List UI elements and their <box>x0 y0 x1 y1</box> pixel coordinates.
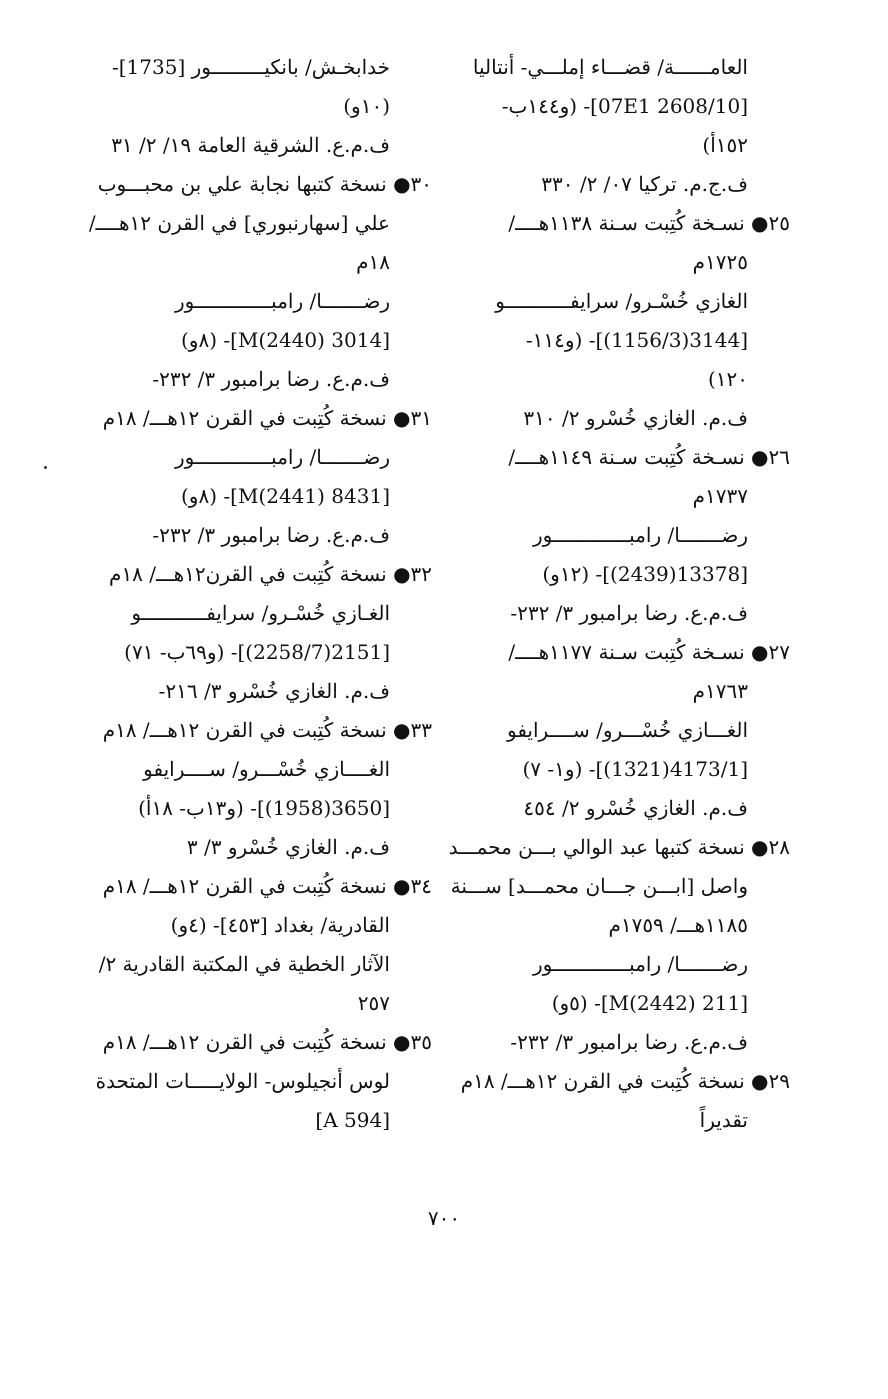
right-column <box>418 48 790 1140</box>
text-line: الغـازي خُسْـرو/ سرايف‍ـــــــــــو <box>131 601 390 625</box>
text-line: [A 594] <box>315 1108 390 1132</box>
text-line: رضـــــــا/ رامبـــــــــــــور <box>533 523 748 547</box>
text-line: ١٧٣٧م <box>692 484 748 508</box>
text-line: [4173/1(1321)]- (و١- ٧) <box>522 757 748 781</box>
text-line: العامــــــة/ قضـــاء إملـــي- أنتاليا <box>472 55 748 79</box>
entry-heading-35: ٣٥● نسخة كُتِبت في القرن ١٢هـــ/ ١٨م <box>102 1030 432 1054</box>
text-line: رضـــــــا/ رامبـــــــــــــور <box>533 952 748 976</box>
text-line: ف.م.ع. رضا برامبور ٣/ ٢٣٢- <box>510 601 748 625</box>
scan-speck <box>44 466 47 469</box>
text-line: [3014 M(2440)]- (٨و) <box>180 328 390 352</box>
text-line: الغــــازي خُسْـــرو/ ســــرايفو <box>143 757 390 781</box>
text-line: ف.م. الغازي خُسْرو ٣/ ٢١٦- <box>158 679 390 703</box>
text-line: [3144(1156/3)]- (و١١٤- <box>525 328 748 352</box>
text-line: [13378(2439)]- (١٢و) <box>542 562 748 586</box>
text-line: ٢٥٧ <box>357 991 390 1015</box>
left-column <box>58 48 432 1140</box>
entry-heading-31: ٣١● نسخة كُتِبت في القرن ١٢هـــ/ ١٨م <box>102 406 432 430</box>
text-line: [211 M(2442)]- (٥و) <box>551 991 748 1015</box>
text-line: [3650(1958)]- (و١٣ب- ١٨أ) <box>138 796 390 820</box>
text-line: [07E1 2608/10]- (و١٤٤ب- <box>501 94 748 118</box>
text-line: علي [سهارنبوري] في القرن ١٢هــــ/ <box>88 211 390 235</box>
entry-heading-26: ٢٦● نسـخة كُتِبت سـنة ١١٤٩هــــ/ <box>508 445 790 469</box>
text-line: ف.م. الغازي خُسْرو ٢/ ٣١٠ <box>523 406 748 430</box>
text-line: تقديراً <box>699 1108 748 1132</box>
text-line: ١٢٠) <box>707 367 748 391</box>
text-line: ف.م.ع. رضا برامبور ٣/ ٢٣٢- <box>510 1030 748 1054</box>
entry-heading-25: ٢٥● نسـخة كُتِبت سـنة ١١٣٨هــــ/ <box>508 211 790 235</box>
text-line: [2151(2258/7)]- (و٦٩ب- ٧١) <box>124 640 390 664</box>
page-number: ٧٠٠ <box>427 1206 461 1230</box>
entry-heading-32: ٣٢● نسخة كُتِبت في القرن١٢هـــ/ ١٨م <box>109 562 432 586</box>
text-line: لوس أنجيلوس- الولايـــــات المتحدة <box>95 1069 390 1093</box>
entry-heading-33: ٣٣● نسخة كُتِبت في القرن ١٢هـــ/ ١٨م <box>102 718 432 742</box>
text-line: خدابخـش/ بانكيـــــــــور [1735]- <box>111 55 390 79</box>
text-line: ف.ج.م. تركيا ٠٧/ ٢/ ٣٣٠ <box>541 172 748 196</box>
text-line: الغازي خُسْـرو/ سرايف‍ـــــــــــو <box>495 289 748 313</box>
text-line: رضـــــــا/ رامبـــــــــــــور <box>175 445 390 469</box>
text-line: ف.م.ع. رضا برامبور ٣/ ٢٣٢- <box>152 367 390 391</box>
text-line: ف.م.ع. رضا برامبور ٣/ ٢٣٢- <box>152 523 390 547</box>
entry-heading-34: ٣٤● نسخة كُتِبت في القرن ١٢هـــ/ ١٨م <box>102 874 432 898</box>
entry-heading-27: ٢٧● نسـخة كُتِبت سـنة ١١٧٧هــــ/ <box>508 640 790 664</box>
text-line: ١١٨٥هـــ/ ١٧٥٩م <box>608 913 748 937</box>
text-line: ١٧٢٥م <box>692 250 748 274</box>
text-line: القادرية/ بغداد [٤٥٣]- (٤و) <box>170 913 390 937</box>
text-line: رضـــــــا/ رامبـــــــــــــور <box>175 289 390 313</box>
text-line: واصل [ابـــن جـــان محمـــد] ســـنة <box>450 874 748 898</box>
text-line: ف.م. الغازي خُسْرو ٢/ ٤٥٤ <box>523 796 748 820</box>
text-line: ١٧٦٣م <box>692 679 748 703</box>
entry-heading-29: ٢٩● نسخة كُتِبت في القرن ١٢هـــ/ ١٨م <box>460 1069 790 1093</box>
text-line: [8431 M(2441)]- (٨و) <box>180 484 390 508</box>
text-line: ١٨م <box>356 250 390 274</box>
entry-heading-28: ٢٨● نسخة كتبها عبد الوالي بـــن محمـــد <box>448 835 790 859</box>
entry-heading-30: ٣٠● نسخة كتبها نجابة علي بن محبـــوب <box>97 172 432 196</box>
text-line: (١٠و) <box>343 94 390 118</box>
text-line: الغـــازي خُسْـــرو/ ســــرايفو <box>506 718 748 742</box>
text-line: ١٥٢أ) <box>702 133 748 157</box>
text-line: ف.م.ع. الشرقية العامة ١٩/ ٢/ ٣١ <box>111 133 390 157</box>
text-line: الآثار الخطية في المكتبة القادرية ٢/ <box>98 952 390 976</box>
text-line: ف.م. الغازي خُسْرو ٣/ ٣ <box>186 835 390 859</box>
